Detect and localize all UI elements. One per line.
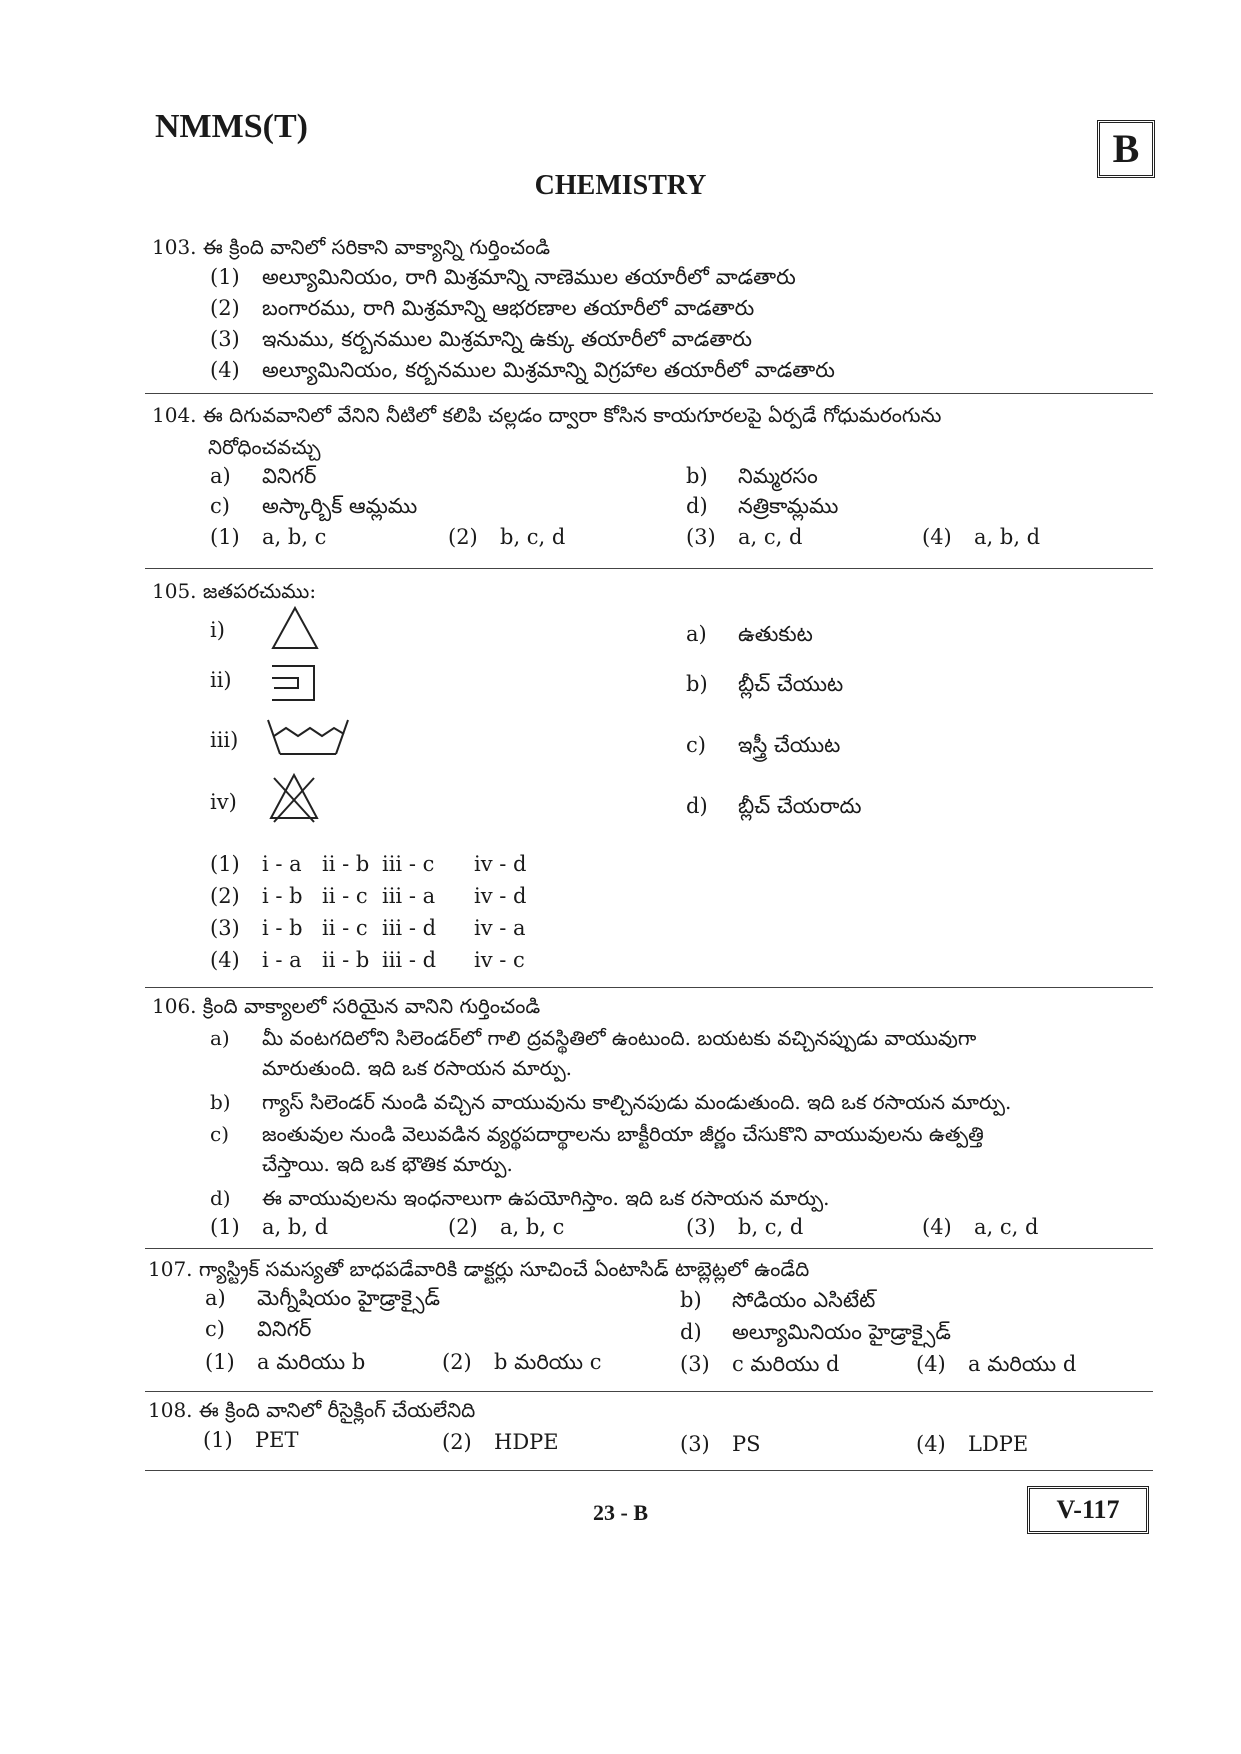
divider [145, 393, 1153, 394]
option-103-4[interactable]: (4) అల్యూమినియం, కర్బనముల మిశ్రమాన్ని విగ్రహాల తయారీలో వాడతారు [210, 358, 835, 382]
page-number: 23 - B [593, 1500, 648, 1525]
question-text: ఈ క్రింది వానిలో రీసైక్లింగ్ చేయలేనిది [198, 1398, 476, 1422]
item-107-a: a) మెగ్నీషియం హైడ్రాక్సైడ్ [205, 1286, 441, 1310]
option-104-3[interactable]: (3) a, c, d [686, 525, 803, 549]
question-text: జతపరచుము: [202, 579, 317, 603]
exam-code: NMMS(T) [155, 108, 308, 145]
divider [145, 1391, 1153, 1392]
item-107-d: d) అల్యూమినియం హైడ్రాక్సైడ్ [680, 1320, 951, 1344]
question-text: ఈ క్రింది వానిలో సరికాని వాక్యాన్ని గుర్తించండి [202, 235, 551, 259]
item-107-b: b) సోడియం ఎసిటేట్ [680, 1288, 876, 1312]
question-number: 103. [152, 235, 197, 259]
statement-106-c-cont: చేస్తాయి. ఇది ఒక భౌతిక మార్పు. [262, 1152, 513, 1176]
question-text: క్రింది వాక్యాలలో సరియైన వానిని గుర్తించండి [202, 994, 541, 1018]
question-number: 104. [152, 403, 197, 427]
question-text: గ్యాస్ట్రిక్ సమస్యతో బాధపడేవారికి డాక్టర్లు సూచించే ఏంటాసిడ్ టాబ్లెట్లలో ఉండేది [198, 1257, 810, 1281]
question-104 [152, 400, 941, 430]
match-left-iv: iv) [210, 790, 237, 814]
question-107 [148, 1254, 809, 1284]
match-right-c: c) ఇస్త్రీ చేయుట [686, 733, 841, 757]
question-number: 106. [152, 994, 197, 1018]
option-108-1[interactable]: (1) PET [203, 1428, 299, 1452]
question-text: ఈ దిగువవానిలో వేనిని నీటిలో కలిపి చల్లడం ద్వారా కోసిన కాయగూరలపై ఏర్పడే గోధుమరంగును [202, 403, 942, 427]
question-number: 107. [148, 1257, 193, 1281]
statement-106-a-cont: మారుతుంది. ఇది ఒక రసాయన మార్పు. [262, 1056, 573, 1080]
option-106-4[interactable]: (4) a, c, d [922, 1215, 1039, 1239]
question-106 [152, 991, 540, 1021]
statement-106-a: a) మీ వంటగదిలోని సిలెండర్‌లో గాలి ద్రవస్థితిలో ఉంటుంది. బయటకు వచ్చినప్పుడు వాయువుగా [210, 1026, 977, 1050]
set-badge: B [1097, 120, 1155, 178]
divider [145, 1470, 1153, 1471]
match-left-i: i) [210, 618, 225, 642]
statement-106-d: d) ఈ వాయువులను ఇంధనాలుగా ఉపయోగిస్తాం. ఇది ఒక రసాయన మార్పు. [210, 1186, 830, 1210]
booklet-code: V-117 [1027, 1486, 1149, 1534]
option-103-1[interactable]: (1) అల్యూమినియం, రాగి మిశ్రమాన్ని నాణెముల తయారీలో వాడతారు [210, 265, 796, 289]
match-left-ii: ii) [210, 668, 232, 692]
option-108-4[interactable]: (4) LDPE [916, 1432, 1029, 1456]
option-106-2[interactable]: (2) a, b, c [448, 1215, 565, 1239]
match-right-a: a) ఉతుకుట [686, 622, 813, 646]
option-107-2[interactable]: (2) b మరియు c [442, 1350, 602, 1374]
option-103-2[interactable]: (2) బంగారము, రాగి మిశ్రమాన్ని ఆభరణాల తయారీలో వాడతారు [210, 296, 755, 320]
triangle-icon [270, 605, 320, 651]
option-107-3[interactable]: (3) c మరియు d [680, 1352, 840, 1376]
option-108-2[interactable]: (2) HDPE [442, 1430, 559, 1454]
match-right-b: b) బ్లీచ్ చేయుట [686, 672, 844, 696]
option-107-4[interactable]: (4) a మరియు d [916, 1352, 1077, 1376]
statement-106-b: b) గ్యాస్ సిలెండర్ నుండి వచ్చిన వాయువును కాల్చినపుడు మండుతుంది. ఇది ఒక రసాయన మార్పు. [210, 1090, 1012, 1114]
item-107-c: c) వినిగర్ [205, 1317, 312, 1341]
option-107-1[interactable]: (1) a మరియు b [205, 1350, 366, 1374]
item-104-b: b) నిమ్మరసం [686, 464, 818, 488]
question-number: 108. [148, 1398, 193, 1422]
item-104-d: d) నత్రికామ్లము [686, 494, 839, 518]
question-number: 105. [152, 579, 197, 603]
question-103 [152, 232, 550, 262]
option-105-2[interactable]: (2) i - b ii - c iii - a iv - d [210, 884, 527, 908]
question-108 [148, 1395, 475, 1425]
statement-106-c: c) జంతువుల నుండి వెలువడిన వ్యర్థపదార్థాలను బాక్టీరియా జీర్ణం చేసుకొని వాయువులను ఉత్పత్తి [210, 1122, 984, 1146]
match-left-iii: iii) [210, 728, 239, 752]
option-106-1[interactable]: (1) a, b, d [210, 1215, 329, 1239]
question-105 [152, 576, 316, 606]
question-text-cont: నిరోధించవచ్చు [208, 435, 321, 459]
option-103-3[interactable]: (3) ఇనుము, కర్బనముల మిశ్రమాన్ని ఉక్కు తయారీలో వాడతారు [210, 327, 752, 351]
option-105-1[interactable]: (1) i - a ii - b iii - c iv - d [210, 852, 527, 876]
option-108-3[interactable]: (3) PS [680, 1432, 761, 1456]
divider [145, 1248, 1153, 1249]
option-106-3[interactable]: (3) b, c, d [686, 1215, 804, 1239]
option-104-1[interactable]: (1) a, b, c [210, 525, 327, 549]
item-104-a: a) వినిగర్ [210, 464, 317, 488]
option-104-4[interactable]: (4) a, b, d [922, 525, 1041, 549]
crossed-triangle-icon [268, 772, 320, 824]
divider [145, 987, 1153, 988]
item-104-c: c) అస్కార్బిక్ ఆమ్లము [210, 494, 418, 518]
wash-tub-icon [266, 712, 350, 758]
divider [145, 568, 1153, 569]
square-bleach-icon [268, 658, 320, 704]
option-105-3[interactable]: (3) i - b ii - c iii - d iv - a [210, 916, 526, 940]
option-105-4[interactable]: (4) i - a ii - b iii - d iv - c [210, 948, 525, 972]
match-right-d: d) బ్లీచ్ చేయరాదు [686, 794, 862, 818]
subject-title: CHEMISTRY [534, 170, 707, 201]
option-104-2[interactable]: (2) b, c, d [448, 525, 566, 549]
